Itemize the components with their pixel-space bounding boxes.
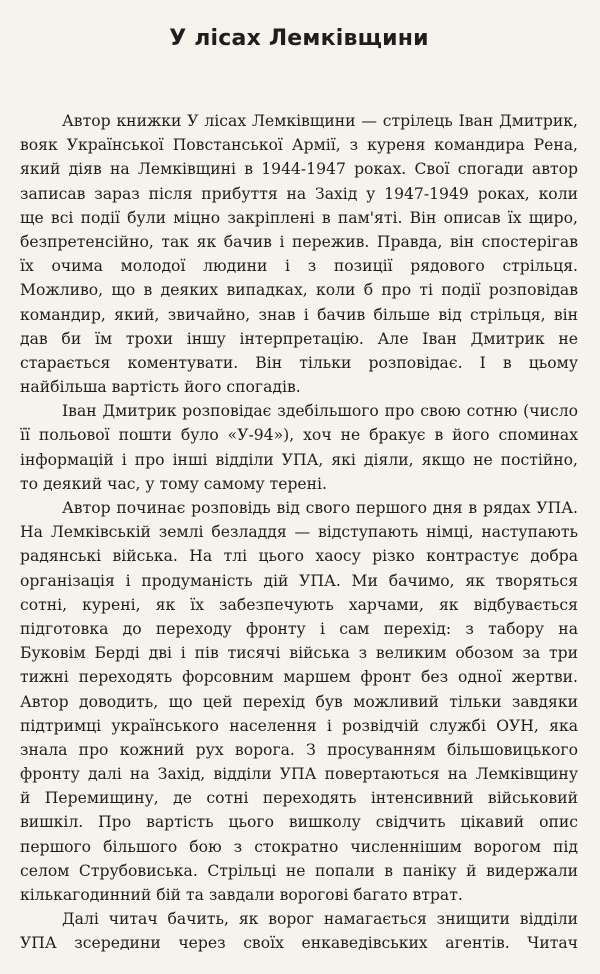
text-line: УПА зсередини через своїх енкаведівських агентів. Читач [20,934,578,953]
text-line: першого більшого бою з стократно численнішим ворогом під [20,837,578,856]
text-line: який діяв на Лемківщині в 1944-1947 роках. Свої спогади автор [20,160,578,179]
text-line: підтримці українського населення і розвідчій службі ОУН, яка [20,716,578,735]
paragraph-4 [20,907,578,955]
text-line: й Перемищину, де сотні переходять інтенсивний військовий [20,789,578,808]
text-line: тижні переходять форсовним маршем фронт без одної жертви. [20,668,578,687]
text-line: записав зараз після прибуття на Захід у 1947-1949 роках, коли [20,184,578,203]
text-line: старається коментувати. Він тільки розповідає. І в цьому [20,353,578,372]
text-line: найбільша вартість його спогадів. [20,378,301,397]
text-line: фронту далі на Захід, відділи УПА повертаються на Лемківщину [20,765,578,784]
text-line: Автор доводить, що цей перехід був можливий тільки завдяки [20,692,578,711]
paragraph-3 [20,496,578,907]
text-line: їх очима молодої людини і з позиції рядового стрільця. [20,257,578,276]
text-line: інформацій і про інші відділи УПА, які діяли, якщо не постійно, [20,450,578,469]
text-line: Можливо, що в деяких випадках, коли б про ті події розповідав [20,281,578,300]
text-line: то деякий час, у тому самому терені. [20,474,328,493]
text-line: Автор починає розповідь від свого першого дня в рядах УПА. [62,499,578,517]
chapter-title: У лісах Лемківщини [169,26,429,51]
text-line: ще всі події були міцно закріплені в пам'яті. Він описав їх щиро, [20,208,578,227]
text-line: Іван Дмитрик розповідає здебільшого про свою сотню (число [62,402,578,421]
text-line: Далі читач бачить, як ворог намагається знищити відділи [62,910,578,929]
text-line: Буковім Берді дві і пів тисячі війська з великим обозом за три [20,644,578,663]
text-line: вишкіл. Про вартість цього вишколу свідчить цікавий опис [20,813,578,832]
paragraph-2 [20,399,578,496]
text-line: селом Струбовиська. Стрільці не попали в паніку й видержали [20,861,578,880]
text-line: На Лемківській землі безладдя — відступають німці, наступають [20,523,578,542]
text-line: кількагодинний бій та завдали ворогові багато втрат. [20,886,463,904]
text-line: організація і продуманість дій УПА. Ми бачимо, як творяться [20,571,578,590]
text-line: сотні, курені, як їх забезпечують харчами, як відбувається [20,595,578,614]
paragraph-1 [20,109,578,399]
text-line: її польової пошти було «У-94»), хоч не бракує в його споминах [20,426,578,445]
page-body [20,109,578,956]
text-line: командир, який, звичайно, знав і бачив більше від стрільця, він [20,305,578,324]
text-line: знала про кожний рух ворога. З просуванням більшовицького [20,740,578,759]
text-line: безпретенсійно, так як бачив і пережив. Правда, він спостерігав [20,232,578,251]
text-line: дав би їм трохи іншу інтерпретацію. Але Іван Дмитрик не [20,329,578,348]
text-line: Автор книжки У лісах Лемківщини — стрілець Іван Дмитрик, [62,112,578,130]
text-line: підготовка до переходу фронту і сам перехід: з табору на [20,619,578,638]
text-line: радянські війська. На тлі цього хаосу різко контрастує добра [20,547,578,566]
text-line: вояк Української Повстанської Армії, з куреня командира Рена, [20,136,578,155]
